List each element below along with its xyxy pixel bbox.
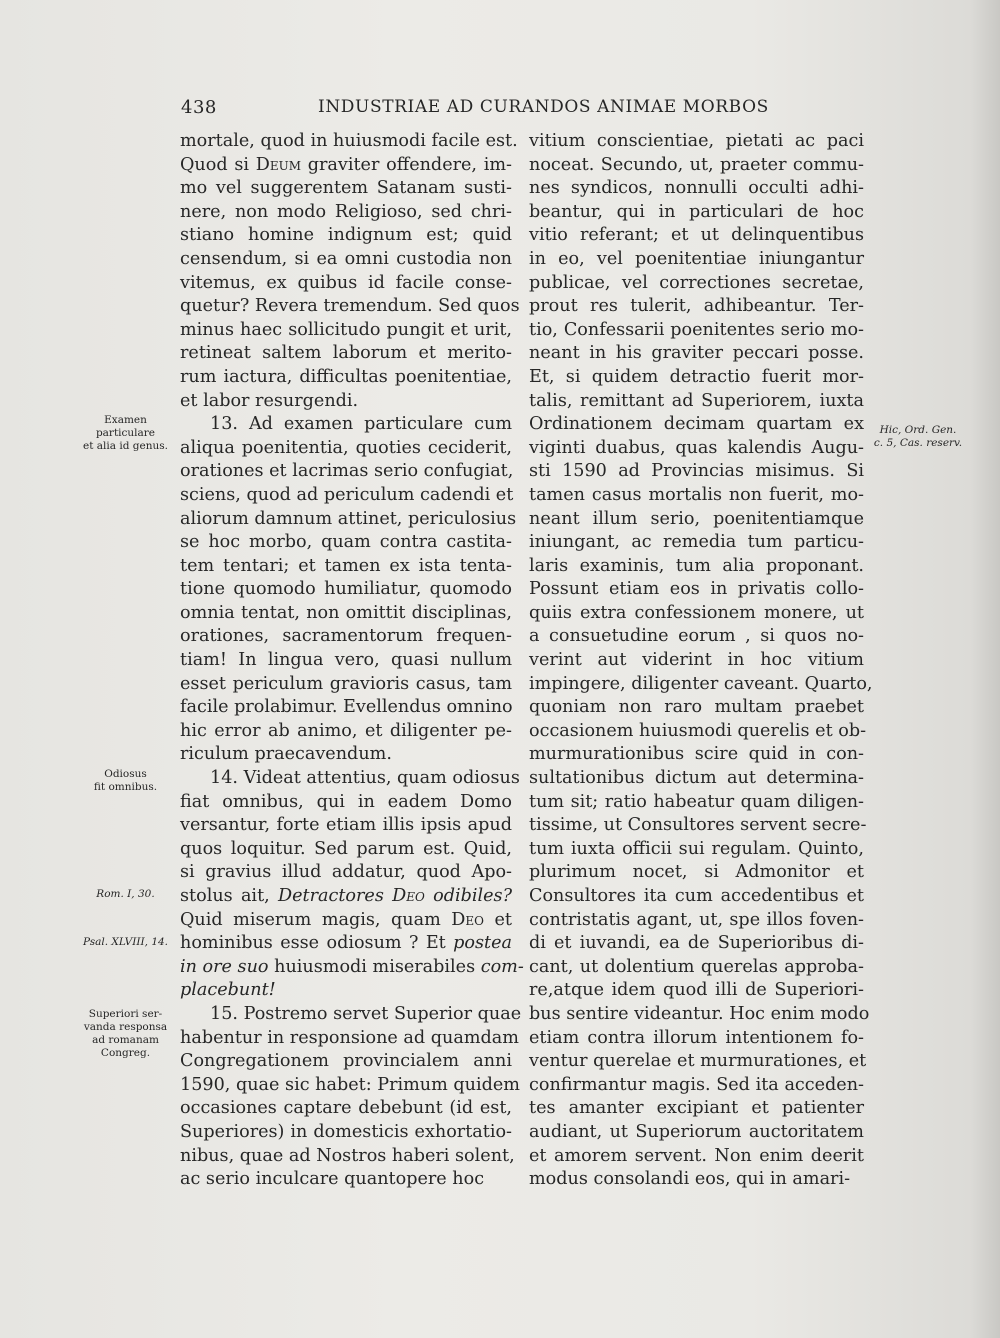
margin-note-psal	[68, 936, 183, 949]
text-line: viginti duabus, quas kalendis Augu-	[529, 437, 864, 458]
text-line: occasionem huiusmodi querelis et ob-	[529, 720, 867, 741]
text-line: aliqua poenitentia, quoties ceciderit,	[180, 437, 512, 458]
text-line: quiis extra confessionem monere, ut	[529, 602, 864, 623]
margin-note-line: Psal. XLVIII, 14.	[82, 936, 169, 948]
text-line: quos loquitur. Sed parum est. Quid,	[180, 838, 512, 859]
text-line: esset periculum gravioris casus, tam	[180, 673, 512, 694]
text-line: neant illum serio, poenitentiamque	[529, 508, 864, 529]
text-line: nibus, quae ad Nostros haberi solent,	[180, 1145, 515, 1166]
text-line: rum iactura, difficultas poenitentiae,	[180, 366, 512, 387]
text-line: prout res tulerit, adhibeantur. Ter-	[529, 296, 864, 317]
text-line: laris examinis, tum alia proponant.	[529, 555, 864, 576]
text-line: 13. Ad examen particulare cum	[210, 414, 512, 435]
text-line: fiat omnibus, qui in eadem Domo	[180, 791, 512, 812]
text-line: cant, ut dolentium querelas approba-	[529, 956, 864, 977]
text-line: stolus ait, Detractores Deo odibiles?	[180, 886, 512, 906]
text-line: facile prolabimur. Evellendus omnino	[180, 697, 513, 718]
margin-note-line: Rom. I, 30.	[96, 888, 155, 900]
text-line: Congregationem provincialem anni	[180, 1051, 512, 1072]
text-line: se hoc morbo, quam contra castita-	[180, 532, 512, 553]
text-line: mortale, quod in huiusmodi facile est.	[180, 131, 518, 151]
text-line: et amorem servent. Non enim deerit	[529, 1145, 864, 1166]
text-line: sciens, quod ad periculum cadendi et	[180, 484, 514, 505]
margin-note-line: particulare	[95, 427, 156, 439]
margin-note-line: Odiosus	[104, 768, 147, 780]
text-line: si gravius illud addatur, quod Apo-	[180, 862, 512, 883]
margin-note-line: vanda responsa	[83, 1021, 168, 1033]
margin-note-hic	[868, 424, 968, 450]
text-line: verint aut viderint in hoc vitium	[529, 650, 864, 671]
margin-note-line: Superiori ser-	[88, 1008, 163, 1020]
text-line: Ordinationem decimam quartam ex	[529, 414, 864, 435]
text-line: tum sit; ratio habeatur quam diligen-	[529, 791, 864, 812]
margin-note-line: Congreg.	[100, 1047, 151, 1059]
text-line: audiant, ut Superiorum auctoritatem	[529, 1121, 864, 1142]
text-line: Quod si Deum graviter offendere, im-	[180, 154, 513, 175]
text-line: Consultores ita cum accedentibus et	[529, 886, 864, 906]
text-line: Possunt etiam eos in privatis collo-	[529, 579, 864, 600]
text-line: placebunt!	[180, 980, 276, 1001]
text-line: mo vel suggerentem Satanam susti-	[180, 178, 512, 199]
page-header	[0, 97, 1000, 123]
text-line: omnia tentat, non omittit disciplinas,	[180, 602, 512, 623]
margin-note-rom	[68, 888, 183, 901]
text-line: riculum praecavendum.	[180, 744, 392, 765]
text-line: 15. Postremo servet Superior quae	[210, 1003, 522, 1024]
text-line: in ore suo huiusmodi miserabiles com-	[180, 956, 524, 977]
text-line: a consuetudine eorum , si quos no-	[529, 626, 864, 647]
text-line: minus haec sollicitudo pungit et urit,	[180, 319, 512, 340]
text-line: bus sentire videantur. Hoc enim modo	[529, 1003, 870, 1024]
text-line: tione quomodo humiliatur, quomodo	[180, 579, 512, 600]
text-line: sti 1590 ad Provincias misimus. Si	[529, 461, 864, 482]
text-line: quetur? Revera tremendum. Sed quos	[180, 296, 520, 317]
text-line: vitium conscientiae, pietati ac paci	[529, 131, 864, 151]
text-line: orationes et lacrimas serio confugiat,	[180, 461, 514, 482]
text-line: publicae, vel correctiones secretae,	[529, 272, 864, 293]
text-line: retineat saltem laborum et merito-	[180, 343, 512, 364]
text-line: Superiores) in domesticis exhortatio-	[180, 1121, 512, 1142]
margin-note-line: Examen	[104, 414, 147, 426]
text-line: occasiones captare debebunt (id est,	[180, 1098, 512, 1119]
text-line: contristatis agant, ut, spe illos foven-	[529, 909, 864, 930]
text-line: neant in his graviter peccari posse.	[529, 343, 864, 364]
text-line: ventur querelae et murmurationes, et	[529, 1051, 867, 1072]
text-line: tiam! In lingua vero, quasi nullum	[180, 650, 512, 671]
text-line: etiam contra illorum intentionem fo-	[529, 1027, 864, 1048]
page-number: 438	[181, 97, 217, 118]
text-line: nere, non modo Religioso, sed chri-	[180, 201, 512, 222]
text-line: 1590, quae sic habet: Primum quidem	[180, 1074, 520, 1095]
text-line: di et iuvandi, ea de Superioribus di-	[529, 933, 864, 954]
text-line: noceat. Secundo, ut, praeter commu-	[529, 154, 864, 175]
text-line: stiano homine indignum est; quid	[180, 225, 512, 246]
text-line: tio, Confessarii poenitentes serio mo-	[529, 319, 864, 340]
text-line: impingere, diligenter caveant. Quarto,	[529, 673, 873, 694]
text-line: talis, remittant ad Superiorem, iuxta	[529, 390, 864, 411]
text-line: modus consolandi eos, qui in amari-	[529, 1169, 851, 1190]
text-line: iniungant, ac remedia tum particu-	[529, 532, 864, 553]
text-line: aliorum damnum attinet, periculosius	[180, 508, 517, 529]
text-line: 14. Videat attentius, quam odiosus	[210, 768, 520, 789]
text-line: plurimum nocet, si Admonitor et	[529, 862, 864, 883]
right-text-column	[529, 130, 873, 1192]
text-line: tem tentari; et tamen ex ista tenta-	[180, 555, 512, 576]
text-line: nes syndicos, nonnulli occulti adhi-	[529, 178, 864, 199]
margin-note-odiosus	[68, 768, 183, 794]
margin-note-line: et alia id genus.	[83, 440, 168, 452]
margin-note-line: ad romanam	[92, 1034, 159, 1046]
text-line: et labor resurgendi.	[180, 390, 359, 411]
text-line: in eo, vel poenitentiae iniungantur	[529, 248, 864, 269]
left-text-column	[180, 130, 524, 1192]
text-line: murmurationibus scire quid in con-	[529, 744, 864, 765]
margin-note-line: fit omnibus.	[93, 781, 158, 793]
text-line: sultationibus dictum aut determina-	[529, 768, 864, 789]
text-line: vitio referant; et ut delinquentibus	[529, 225, 864, 246]
text-line: tum iuxta officii sui regulam. Quinto,	[529, 838, 864, 859]
running-head: INDUSTRIAE AD CURANDOS ANIMAE MORBOS	[318, 97, 769, 117]
text-line: confirmantur magis. Sed ita acceden-	[529, 1074, 864, 1095]
text-line: orationes, sacramentorum frequen-	[180, 626, 512, 647]
text-line: beantur, qui in particulari de hoc	[529, 201, 864, 222]
text-line: tes amanter excipiant et patienter	[529, 1098, 864, 1119]
text-line: versantur, forte etiam illis ipsis apud	[180, 815, 512, 836]
text-line: vitemus, ex quibus id facile conse-	[180, 272, 512, 293]
text-line: hominibus esse odiosum ? Et postea	[180, 933, 512, 954]
text-line: ac serio inculcare quantopere hoc	[180, 1169, 485, 1190]
margin-note-line: c. 5, Cas. reserv.	[873, 437, 963, 449]
text-line: tamen casus mortalis non fuerit, mo-	[529, 484, 864, 505]
text-line: tissime, ut Consultores servent secre-	[529, 815, 867, 836]
margin-note-examen	[68, 414, 183, 453]
margin-note-line: Hic, Ord. Gen.	[879, 424, 957, 436]
text-line: quoniam non raro multam praebet	[529, 697, 864, 718]
text-line: habentur in responsione ad quamdam	[180, 1027, 519, 1048]
text-line: Quid miserum magis, quam Deo et	[180, 909, 513, 930]
text-line: hic error ab animo, et diligenter pe-	[180, 720, 512, 741]
text-line: censendum, si ea omni custodia non	[180, 248, 512, 269]
margin-note-superiori	[68, 1008, 183, 1060]
text-line: Et, si quidem detractio fuerit mor-	[529, 366, 864, 387]
text-line: re,atque idem quod illi de Superiori-	[529, 980, 864, 1001]
